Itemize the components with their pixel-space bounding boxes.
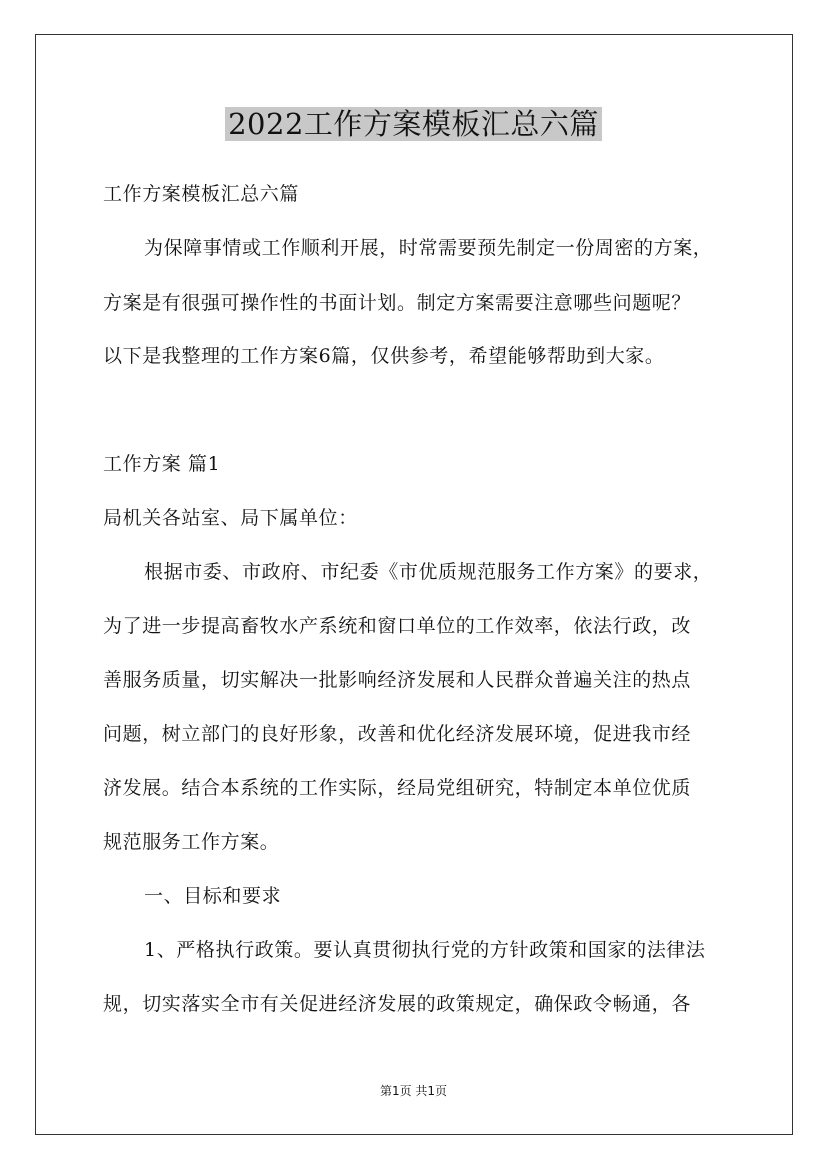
body-line-1: 根据市委、市政府、市纪委《市优质规范服务工作方案》的要求， xyxy=(144,561,713,583)
document-title xyxy=(0,104,827,144)
body-line-5: 济发展。结合本系统的工作实际，经局党组研究，特制定本单位优质 xyxy=(103,777,692,799)
body-line-4: 问题，树立部门的良好形象，改善和优化经济发展环境，促进我市经 xyxy=(103,723,692,745)
intro-line-2: 方案是有很强可操作性的书面计划。制定方案需要注意哪些问题呢？ xyxy=(103,292,692,314)
addressee: 局机关各站室、局下属单位： xyxy=(103,507,358,529)
document-title-text: 2022工作方案模板汇总六篇 xyxy=(225,107,602,141)
body-line-2: 为了进一步提高畜牧水产系统和窗口单位的工作效率，依法行政，改 xyxy=(103,615,692,637)
section-heading: 工作方案 篇1 xyxy=(103,453,221,475)
intro-line-1: 为保障事情或工作顺利开展，时常需要预先制定一份周密的方案， xyxy=(144,237,713,259)
body-line-3: 善服务质量，切实解决一批影响经济发展和人民群众普遍关注的热点 xyxy=(103,669,692,691)
part-heading: 一、目标和要求 xyxy=(144,885,282,907)
body-line-6: 规范服务工作方案。 xyxy=(103,831,280,853)
document-subtitle: 工作方案模板汇总六篇 xyxy=(103,183,300,205)
item1-line-2: 规，切实落实全市有关促进经济发展的政策规定，确保政令畅通，各 xyxy=(103,993,692,1015)
page-footer: 第1页 共1页 xyxy=(379,1084,448,1098)
intro-line-3: 以下是我整理的工作方案6篇，仅供参考，希望能够帮助到大家。 xyxy=(103,345,665,367)
item1-line-1: 1、严格执行政策。要认真贯彻执行党的方针政策和国家的法律法 xyxy=(144,939,706,961)
